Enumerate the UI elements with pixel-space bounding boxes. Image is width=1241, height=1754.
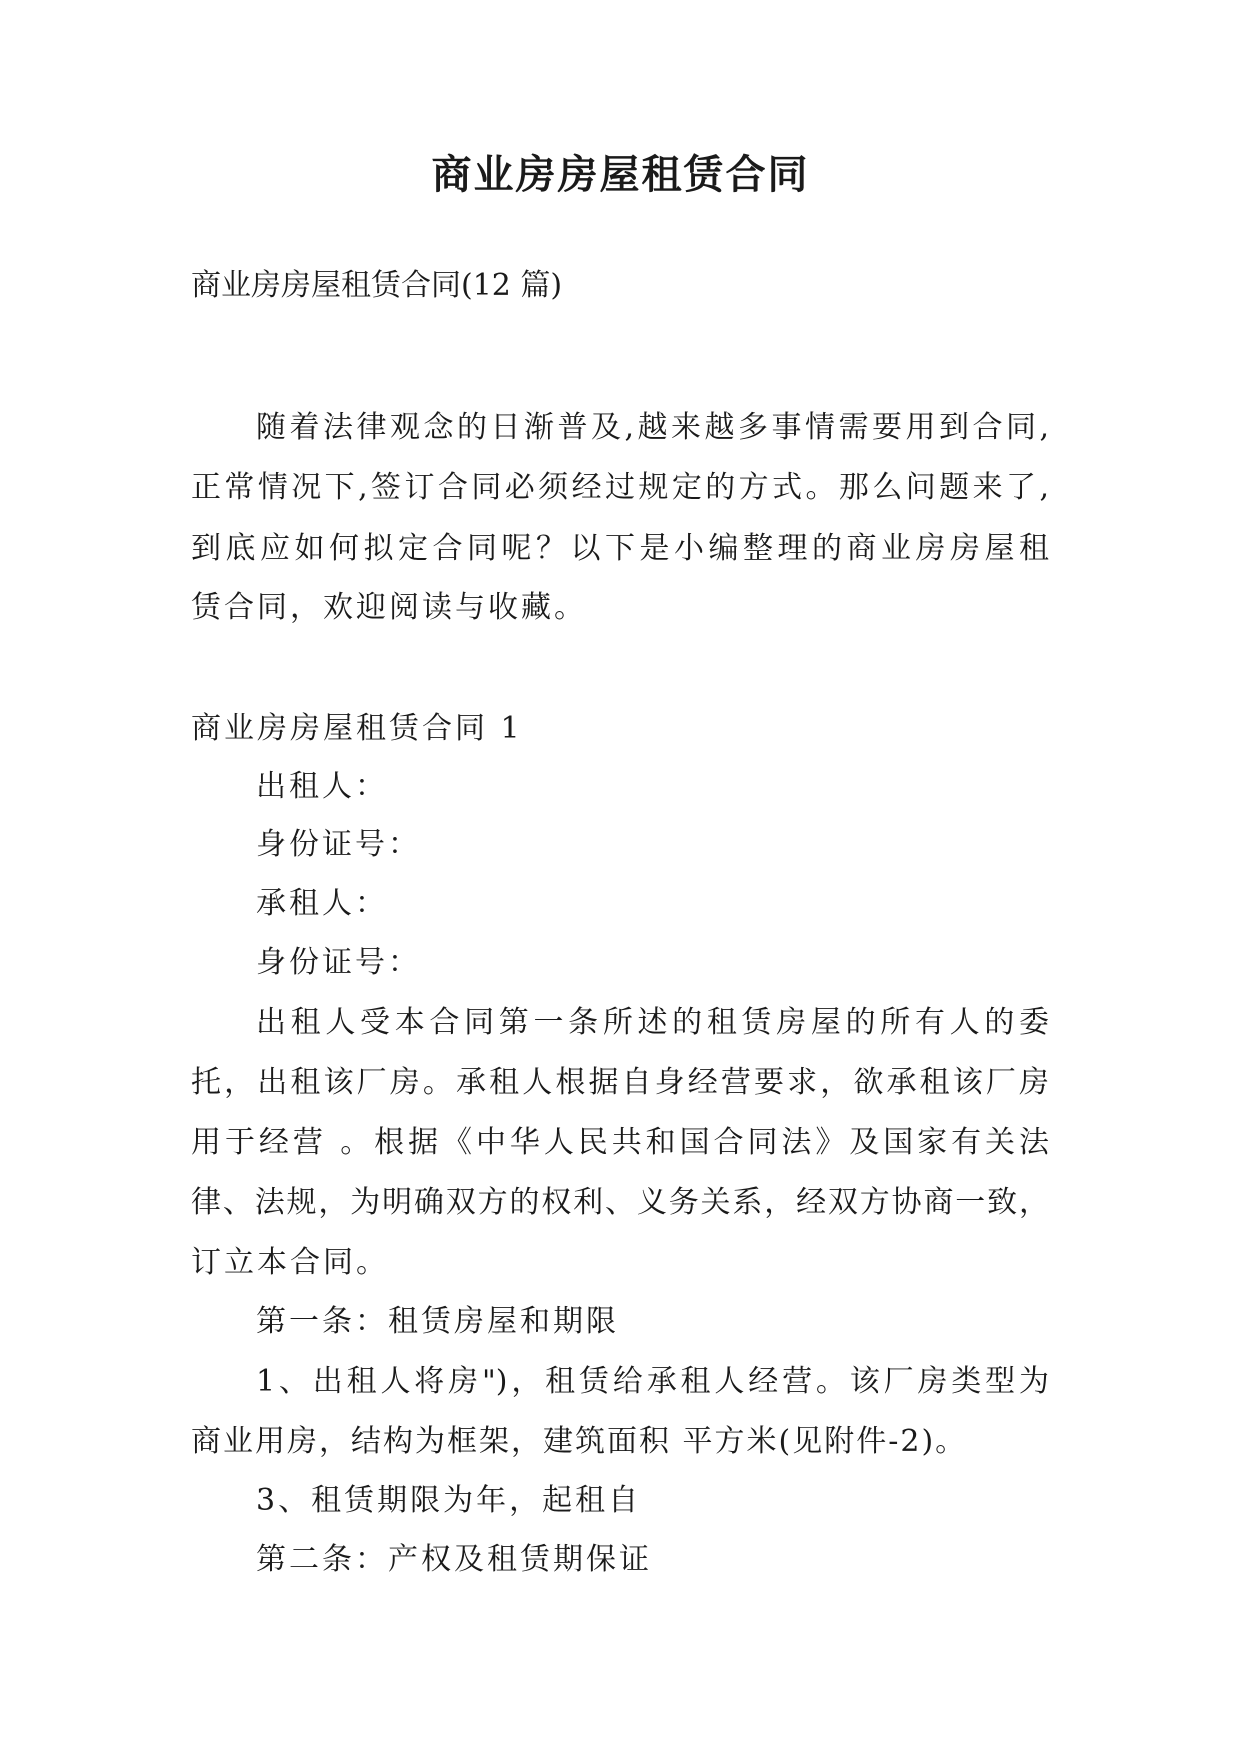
document-title: 商业房房屋租赁合同	[431, 152, 810, 198]
document-subtitle: 商业房房屋租赁合同(12 篇)	[191, 268, 563, 303]
preamble-line-2: 托，出租该厂房。承租人根据自身经营要求，欲承租该厂房	[191, 1065, 1049, 1100]
preamble-line-5: 订立本合同。	[191, 1245, 389, 1280]
preamble-line-4: 律、法规，为明确双方的权利、义务关系，经双方协商一致，	[191, 1185, 1049, 1220]
contract-heading: 商业房房屋租赁合同 1	[191, 711, 523, 746]
preamble-line-1: 出租人受本合同第一条所述的租赁房屋的所有人的委	[256, 1005, 1049, 1040]
lessee-label: 承租人：	[256, 886, 388, 921]
intro-line-1: 随着法律观念的日渐普及,越来越多事情需要用到合同,	[256, 410, 1049, 445]
intro-line-2: 正常情况下,签订合同必须经过规定的方式。那么问题来了,	[191, 470, 1049, 505]
preamble-line-3: 用于经营 。根据《中华人民共和国合同法》及国家有关法	[191, 1125, 1049, 1160]
intro-line-4: 赁合同，欢迎阅读与收藏。	[191, 590, 587, 625]
article2-heading: 第二条：产权及租赁期保证	[256, 1542, 652, 1577]
article1-clause1-line-2: 商业用房，结构为框架，建筑面积 平方米(见附件-2)。	[191, 1424, 968, 1459]
lessor-id-label: 身份证号：	[256, 827, 421, 862]
article1-heading: 第一条：租赁房屋和期限	[256, 1304, 619, 1339]
intro-line-3: 到底应如何拟定合同呢？以下是小编整理的商业房房屋租	[191, 531, 1049, 566]
article1-clause1-line-1: 1、出租人将房")，租赁给承租人经营。该厂房类型为	[256, 1364, 1049, 1399]
article1-clause3: 3、租赁期限为年，起租自	[256, 1483, 642, 1518]
lessee-id-label: 身份证号：	[256, 945, 421, 980]
lessor-label: 出租人：	[256, 769, 388, 804]
